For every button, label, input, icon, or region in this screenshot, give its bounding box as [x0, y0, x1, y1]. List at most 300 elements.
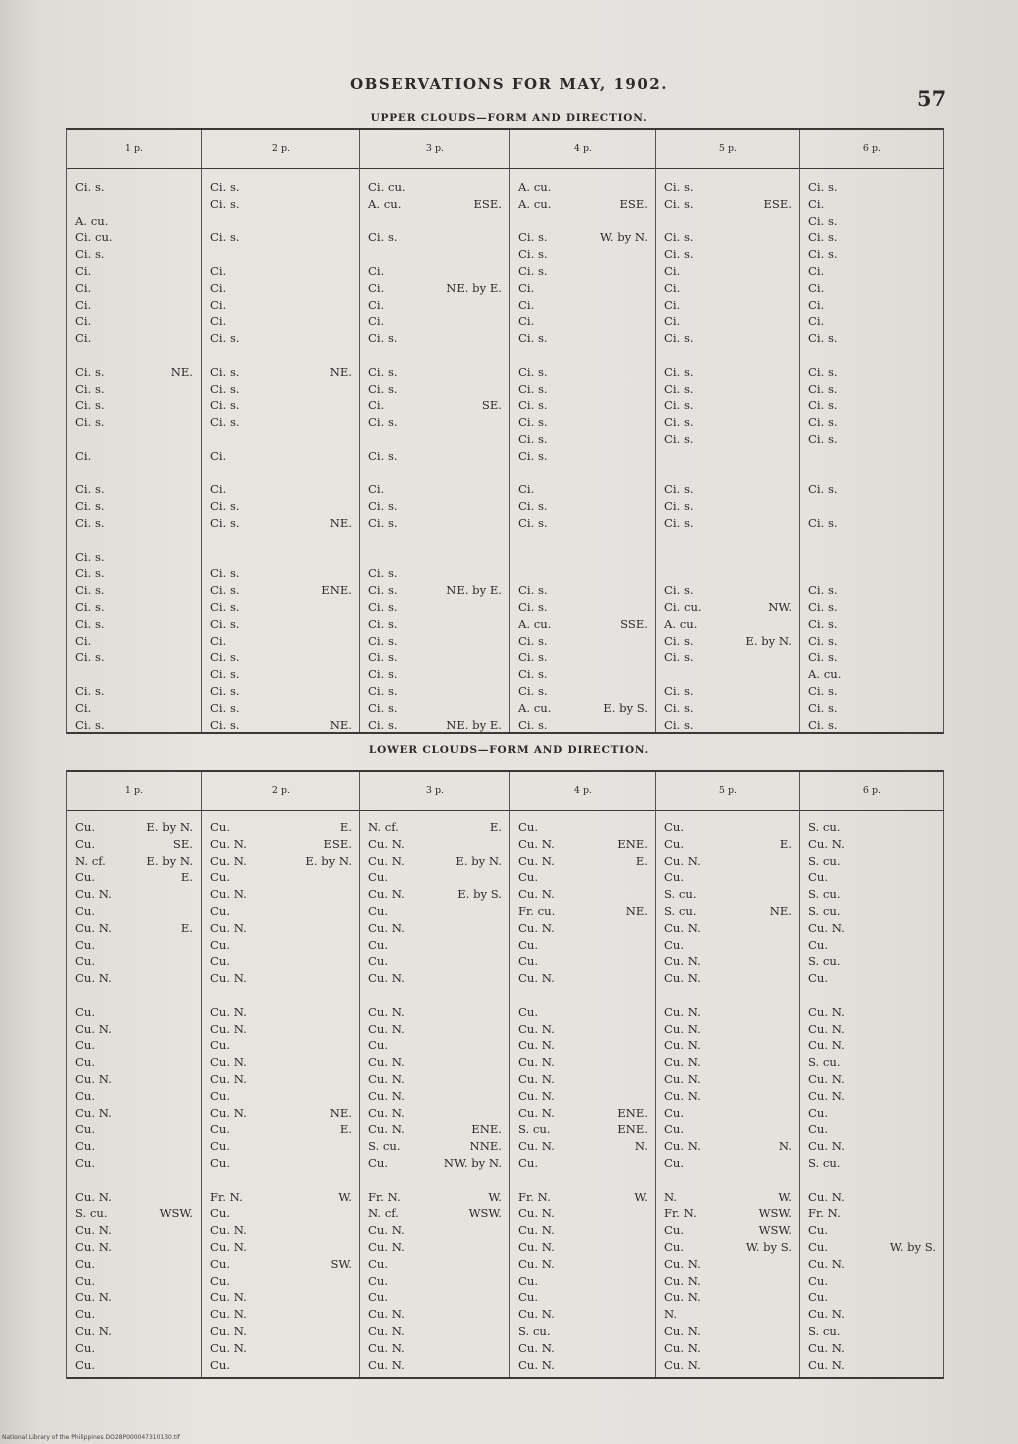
observation-row — [808, 230, 936, 244]
cloud-form: N. — [664, 1189, 678, 1204]
cloud-direction: SSE. — [620, 616, 648, 631]
cloud-direction: NE. — [329, 1105, 352, 1120]
observation-row — [664, 617, 792, 631]
cloud-form: Ci. s. — [210, 180, 240, 194]
observation-row — [210, 382, 352, 396]
observation-row — [808, 1055, 936, 1069]
cloud-form: Cu. N. — [518, 920, 555, 935]
observation-row — [75, 1005, 193, 1019]
cloud-form: Cu. N. — [75, 1290, 112, 1305]
cloud-form: Ci. s. — [75, 650, 105, 665]
cloud-form: Ci. s. — [368, 516, 398, 530]
cloud-form: Cu. N. — [368, 853, 405, 868]
cloud-direction: W. by N. — [599, 230, 648, 245]
cloud-form: Cu. N. — [368, 887, 405, 902]
observation-row — [75, 701, 193, 715]
cloud-form: Cu. N. — [75, 887, 112, 902]
observation-row — [210, 684, 352, 698]
observation-row — [518, 1038, 648, 1052]
observation-row — [368, 1156, 502, 1170]
observation-row — [808, 718, 936, 732]
cloud-form: Cu. N. — [210, 836, 247, 851]
observation-row — [664, 718, 792, 732]
cloud-form: Ci. s. — [368, 230, 398, 245]
cloud-form: Cu. — [210, 1206, 231, 1221]
cloud-form: Cu. — [664, 836, 685, 851]
observation-row — [808, 214, 936, 228]
cloud-form: Cu. — [518, 820, 539, 834]
column-header: 1 p. — [67, 772, 201, 811]
observation-row — [664, 314, 792, 328]
cloud-form: Ci. s. — [210, 516, 240, 530]
cloud-form: Ci. — [75, 633, 92, 648]
cloud-direction: SE. — [481, 398, 502, 413]
observation-row — [75, 1257, 193, 1271]
observation-row — [808, 667, 936, 681]
observation-row — [518, 1324, 648, 1338]
observation-row — [210, 870, 352, 884]
observation-row — [518, 180, 648, 194]
cloud-form: Cu. N. — [518, 1256, 555, 1271]
cloud-form: Ci. s. — [518, 364, 548, 379]
observation-row — [75, 1072, 193, 1086]
cloud-direction: N. — [778, 1139, 792, 1154]
cloud-form: Cu. N. — [210, 1290, 247, 1305]
observation-row — [75, 230, 193, 244]
cloud-form: Ci. s. — [664, 247, 694, 262]
cloud-form: Cu. N. — [75, 1189, 112, 1204]
observation-row — [808, 331, 936, 345]
observation-row — [368, 398, 502, 412]
observation-row — [368, 365, 502, 379]
observation-row — [75, 516, 193, 530]
observation-row — [368, 449, 502, 463]
cloud-form: Cu. — [210, 1357, 231, 1372]
observation-row — [210, 617, 352, 631]
observation-row — [518, 1139, 648, 1153]
cloud-form: Ci. cu. — [75, 230, 113, 245]
observation-row — [664, 331, 792, 345]
cloud-form: Ci. s. — [664, 717, 694, 732]
observation-row — [75, 1341, 193, 1355]
cloud-form: Cu. — [210, 1088, 231, 1103]
cloud-form: Ci. s. — [210, 616, 240, 631]
observation-row — [368, 197, 502, 211]
observation-row — [808, 1005, 936, 1019]
cloud-form: Ci. s. — [808, 650, 838, 665]
cloud-form: Ci. s. — [518, 398, 548, 413]
observation-row — [518, 904, 648, 918]
observation-row — [368, 1005, 502, 1019]
observation-row — [518, 921, 648, 935]
cloud-form: Ci. s. — [210, 717, 240, 732]
cloud-form: Cu. N. — [518, 1240, 555, 1254]
cloud-form: N. cf. — [368, 1206, 399, 1221]
cloud-form: Cu. — [75, 1122, 96, 1137]
observation-row — [210, 1307, 352, 1321]
observation-row — [368, 314, 502, 328]
cloud-form: Ci. — [75, 448, 92, 463]
observation-row — [210, 398, 352, 412]
observation-row — [808, 1206, 936, 1220]
cloud-form: A. cu. — [518, 180, 552, 194]
cloud-form: Cu. N. — [664, 1004, 701, 1019]
cloud-form: Ci. s. — [210, 499, 240, 514]
observation-row — [210, 1274, 352, 1288]
observation-row — [518, 718, 648, 732]
cloud-form: Cu. — [210, 937, 231, 952]
cloud-form: Cu. N. — [368, 1055, 405, 1070]
cloud-form: Ci. s. — [368, 331, 398, 346]
observation-row — [808, 634, 936, 648]
observation-row — [210, 264, 352, 278]
cloud-form: Fr. N. — [808, 1206, 841, 1221]
observation-row — [210, 1290, 352, 1304]
cloud-form: Ci. s. — [75, 482, 105, 497]
cloud-form: Cu. N. — [664, 1273, 701, 1288]
cloud-form: Cu. N. — [664, 1256, 701, 1271]
observation-row — [75, 1223, 193, 1237]
cloud-form: Ci. s. — [518, 499, 548, 514]
cloud-direction: NE. by E. — [446, 583, 502, 598]
lower-clouds-title: LOWER CLOUDS—FORM AND DIRECTION. — [368, 744, 650, 756]
cloud-form: N. — [664, 1307, 678, 1322]
cloud-form: Ci. s. — [518, 230, 548, 245]
cloud-form: Cu. N. — [368, 1105, 405, 1120]
observation-row — [664, 365, 792, 379]
observation-row — [75, 1038, 193, 1052]
cloud-form: Cu. — [75, 1139, 96, 1154]
cloud-form: Ci. s. — [518, 583, 548, 598]
column-header: 2 p. — [202, 772, 360, 811]
observation-row — [518, 634, 648, 648]
observation-row — [75, 398, 193, 412]
observation-row — [808, 1139, 936, 1153]
cloud-form: Cu. N. — [368, 1088, 405, 1103]
cloud-form: Ci. s. — [664, 482, 694, 497]
cloud-form: Cu. N. — [664, 1139, 701, 1154]
cloud-form: Cu. N. — [664, 954, 701, 969]
cloud-form: Ci. cu. — [664, 600, 702, 614]
observation-row — [664, 887, 792, 901]
observation-row — [664, 820, 792, 834]
observation-row — [368, 1240, 502, 1254]
observation-row — [808, 432, 936, 446]
observation-row — [368, 971, 502, 985]
cloud-form: Ci. — [664, 280, 681, 295]
cloud-form: Cu. N. — [664, 1088, 701, 1103]
observation-row — [210, 1206, 352, 1220]
cloud-form: Cu. N. — [210, 1105, 247, 1120]
column-header: 2 p. — [202, 130, 360, 169]
cloud-form: S. cu. — [808, 1324, 841, 1338]
cloud-form: Cu. N. — [368, 1307, 405, 1322]
observation-row — [664, 938, 792, 952]
cloud-form: Ci. s. — [210, 600, 240, 614]
observation-row — [368, 1122, 502, 1136]
cloud-form: Ci. — [210, 482, 227, 497]
observation-row — [368, 1274, 502, 1288]
cloud-form: S. cu. — [75, 1206, 108, 1221]
cloud-form: Cu. — [368, 1290, 389, 1305]
cloud-form: Ci. — [664, 264, 681, 278]
cloud-form: Ci. s. — [664, 633, 694, 648]
cloud-form: S. cu. — [808, 1055, 841, 1070]
cloud-form: Cu. — [664, 1223, 685, 1238]
cloud-form: Ci. — [808, 297, 825, 312]
cloud-form: Cu. — [210, 870, 231, 885]
cloud-form: Cu. — [75, 1038, 96, 1053]
observation-row — [368, 482, 502, 496]
cloud-form: S. cu. — [808, 954, 841, 969]
cloud-form: Ci. s. — [75, 499, 105, 514]
cloud-form: Ci. s. — [808, 633, 838, 648]
observation-row — [808, 650, 936, 664]
observation-row — [75, 1055, 193, 1069]
cloud-form: Ci. s. — [75, 415, 105, 430]
cloud-form: Cu. N. — [664, 920, 701, 935]
cloud-form: Ci. s. — [210, 566, 240, 581]
cloud-form: Cu. — [75, 937, 96, 952]
cloud-form: A. cu. — [518, 616, 552, 631]
observation-row — [518, 247, 648, 261]
observation-row — [518, 1072, 648, 1086]
cloud-form: Cu. N. — [808, 1072, 845, 1086]
cloud-form: Ci. s. — [75, 600, 105, 614]
observation-row — [368, 954, 502, 968]
observation-row — [808, 1089, 936, 1103]
observation-row — [368, 854, 502, 868]
cloud-form: Ci. s. — [75, 549, 105, 564]
cloud-form: S. cu. — [808, 820, 841, 834]
observation-row — [518, 264, 648, 278]
observation-row — [808, 1274, 936, 1288]
cloud-form: Cu. — [664, 1122, 685, 1137]
observation-row — [210, 583, 352, 597]
observation-row — [518, 600, 648, 614]
observation-row — [368, 264, 502, 278]
cloud-form: Ci. s. — [664, 650, 694, 665]
cloud-form: A. cu. — [75, 213, 109, 228]
cloud-form: Ci. s. — [210, 364, 240, 379]
observation-row — [518, 314, 648, 328]
observation-row — [368, 1022, 502, 1036]
cloud-form: Ci. — [664, 297, 681, 312]
cloud-form: Cu. N. — [75, 1105, 112, 1120]
observation-row — [808, 382, 936, 396]
cloud-form: Cu. N. — [210, 887, 247, 902]
cloud-form: Ci. s. — [368, 566, 398, 581]
cloud-direction: E. — [180, 920, 193, 935]
cloud-form: Ci. s. — [210, 415, 240, 430]
observation-row — [75, 281, 193, 295]
cloud-form: Ci. s. — [210, 398, 240, 413]
cloud-form: Cu. N. — [368, 1340, 405, 1355]
observation-row — [210, 1190, 352, 1204]
cloud-form: Cu. N. — [664, 1290, 701, 1305]
observation-row — [210, 566, 352, 580]
cloud-form: Ci. s. — [368, 583, 398, 598]
cloud-form: Ci. s. — [518, 381, 548, 396]
cloud-direction: WSW. — [758, 1206, 792, 1221]
observation-row — [210, 1341, 352, 1355]
observation-row — [210, 1038, 352, 1052]
cloud-form: Ci. — [210, 297, 227, 312]
observation-row — [368, 837, 502, 851]
observation-row — [808, 583, 936, 597]
cloud-form: Cu. N. — [808, 1021, 845, 1036]
observation-row — [664, 432, 792, 446]
observation-row — [210, 1358, 352, 1372]
cloud-form: Ci. s. — [664, 684, 694, 698]
column-1p — [67, 130, 201, 732]
cloud-form: Ci. s. — [368, 667, 398, 682]
cloud-form: Cu. N. — [518, 1206, 555, 1221]
cloud-form: Ci. s. — [664, 364, 694, 379]
column-4p — [509, 130, 656, 732]
cloud-form: Ci. s. — [664, 230, 694, 245]
cloud-form: Ci. s. — [808, 583, 838, 598]
observation-row — [664, 1223, 792, 1237]
observation-row — [808, 197, 936, 211]
observation-row — [210, 482, 352, 496]
observation-row — [368, 921, 502, 935]
observation-row — [808, 415, 936, 429]
observation-row — [75, 1139, 193, 1153]
observation-row — [808, 281, 936, 295]
cloud-form: A. cu. — [808, 667, 842, 682]
cloud-form: Cu. — [518, 1290, 539, 1305]
observation-row — [808, 600, 936, 614]
cloud-form: S. cu. — [808, 887, 841, 902]
cloud-form: Cu. — [75, 836, 96, 851]
observation-row — [664, 516, 792, 530]
observation-row — [210, 1022, 352, 1036]
cloud-form: Ci. s. — [808, 616, 838, 631]
observation-row — [75, 1106, 193, 1120]
cloud-form: Cu. N. — [75, 920, 112, 935]
cloud-form: Cu. N. — [368, 971, 405, 986]
cloud-direction: NE. by E. — [446, 280, 502, 295]
cloud-form: Cu. — [518, 870, 539, 885]
cloud-form: Cu. N. — [368, 920, 405, 935]
cloud-direction: ESE. — [619, 196, 648, 211]
observation-row — [210, 516, 352, 530]
cloud-form: Ci. s. — [664, 499, 694, 514]
cloud-direction: W. — [488, 1189, 502, 1204]
cloud-direction: W. — [778, 1189, 792, 1204]
cloud-form: Ci. — [75, 331, 92, 346]
observation-row — [664, 1156, 792, 1170]
cloud-form: Cu. N. — [808, 1038, 845, 1053]
observation-row — [664, 180, 792, 194]
cloud-form: A. cu. — [518, 700, 552, 715]
observation-row — [664, 298, 792, 312]
cloud-form: Cu. — [368, 937, 389, 952]
observation-row — [808, 1106, 936, 1120]
observation-row — [518, 938, 648, 952]
cloud-form: S. cu. — [368, 1139, 401, 1154]
observation-row — [518, 854, 648, 868]
observation-row — [368, 516, 502, 530]
cloud-form: Cu. N. — [210, 1240, 247, 1254]
observation-row — [75, 1324, 193, 1338]
cloud-form: Cu. — [210, 1139, 231, 1154]
cloud-form: Cu. — [75, 870, 96, 885]
cloud-form: Cu. — [518, 1156, 539, 1170]
observation-row — [664, 650, 792, 664]
observation-row — [368, 600, 502, 614]
observation-row — [368, 1038, 502, 1052]
observation-row — [368, 1190, 502, 1204]
observation-row — [808, 701, 936, 715]
cloud-form: Cu. — [75, 1156, 96, 1170]
cloud-form: Cu. N. — [664, 1021, 701, 1036]
observation-row — [75, 954, 193, 968]
cloud-form: Ci. s. — [368, 364, 398, 379]
observation-row — [664, 583, 792, 597]
cloud-direction: NE. — [625, 904, 648, 918]
observation-row — [518, 1089, 648, 1103]
column-2p — [201, 130, 360, 732]
cloud-form: Cu. N. — [518, 836, 555, 851]
cloud-form: Ci. — [518, 280, 535, 295]
observation-row — [664, 230, 792, 244]
observation-row — [368, 382, 502, 396]
cloud-form: Ci. s. — [808, 213, 838, 228]
cloud-form: Ci. s. — [518, 264, 548, 278]
cloud-direction: NE. — [769, 904, 792, 918]
cloud-form: Cu. N. — [664, 1055, 701, 1070]
cloud-form: Ci. s. — [808, 700, 838, 715]
observation-row — [664, 1290, 792, 1304]
observation-row — [75, 1240, 193, 1254]
cloud-direction: E. — [339, 820, 352, 834]
observation-row — [368, 1307, 502, 1321]
column-6p — [799, 772, 944, 1377]
observation-row — [808, 298, 936, 312]
cloud-form: Cu. N. — [368, 1357, 405, 1372]
cloud-form: Cu. — [808, 870, 829, 885]
cloud-form: Cu. — [75, 954, 96, 969]
observation-row — [808, 1223, 936, 1237]
cloud-form: Ci. s. — [210, 650, 240, 665]
cloud-form: Ci. — [210, 633, 227, 648]
observation-row — [75, 904, 193, 918]
observation-row — [75, 1190, 193, 1204]
cloud-form: Ci. — [518, 482, 535, 497]
observation-row — [210, 904, 352, 918]
cloud-form: Cu. — [808, 1240, 829, 1254]
cloud-form: Cu. N. — [518, 1357, 555, 1372]
cloud-direction: NNE. — [469, 1139, 502, 1154]
observation-row — [75, 1307, 193, 1321]
cloud-form: Cu. — [368, 1256, 389, 1271]
cloud-form: A. cu. — [368, 196, 402, 211]
cloud-form: Cu. N. — [664, 1357, 701, 1372]
observation-row — [808, 1072, 936, 1086]
cloud-form: Ci. s. — [808, 717, 838, 732]
cloud-direction: ENE. — [617, 1105, 648, 1120]
cloud-form: Ci. — [75, 700, 92, 715]
cloud-form: Ci. s. — [368, 650, 398, 665]
cloud-form: Ci. s. — [210, 684, 240, 698]
observation-row — [518, 1156, 648, 1170]
cloud-form: A. cu. — [518, 196, 552, 211]
observation-row — [518, 230, 648, 244]
observation-row — [664, 1072, 792, 1086]
cloud-form: Ci. s. — [518, 432, 548, 446]
